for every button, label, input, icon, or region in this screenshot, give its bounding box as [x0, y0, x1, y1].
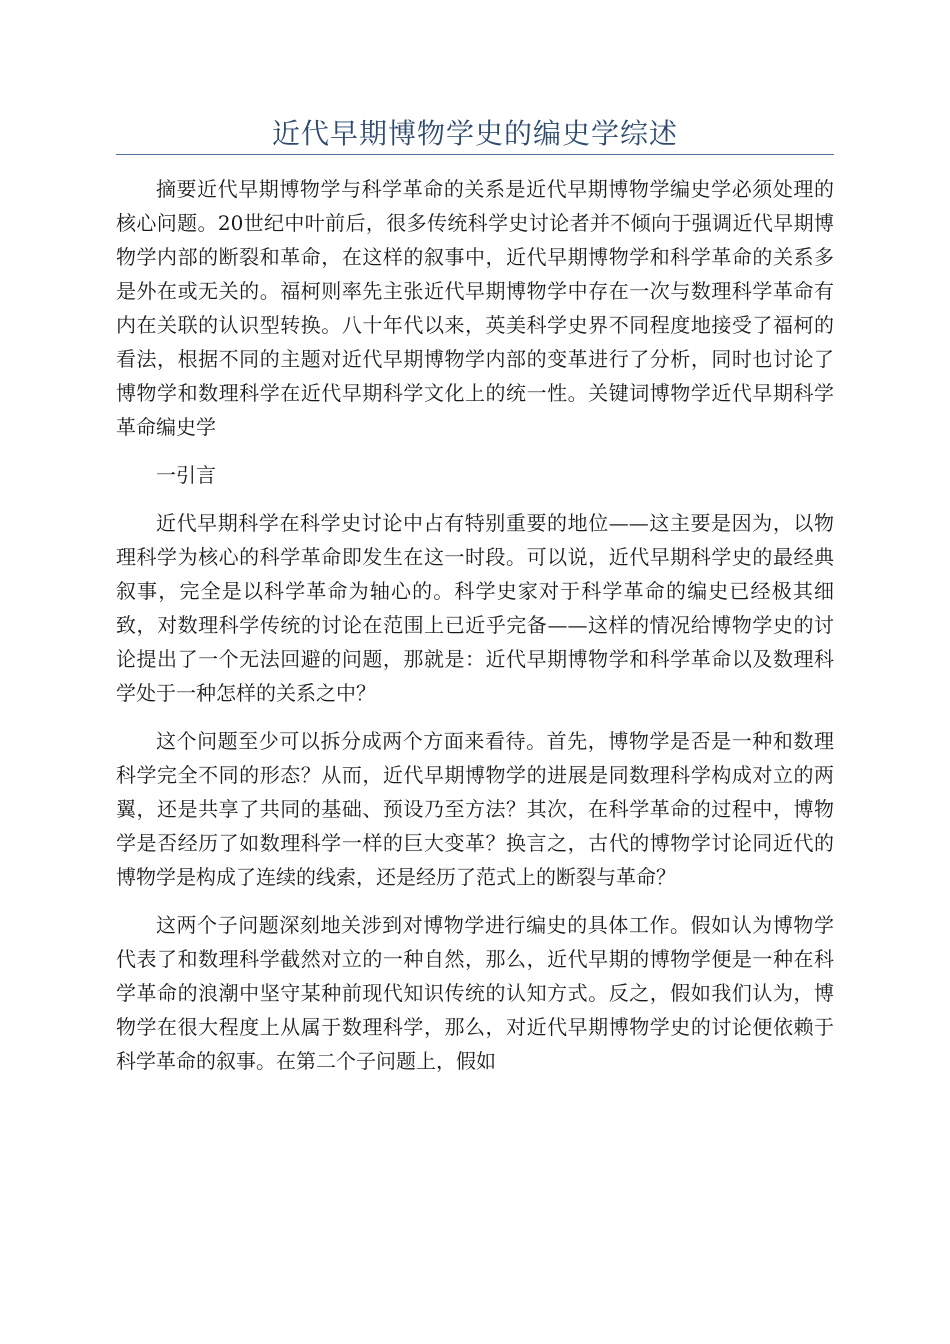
document-body [116, 172, 834, 1092]
section-heading-introduction: 一引言 [156, 463, 216, 487]
title-underline [116, 154, 834, 155]
body-paragraph: 这个问题至少可以拆分成两个方面来看待。首先，博物学是否是一种和数理科学完全不同的形态？从而，近代早期博物学的进展是同数理科学构成对立的两翼，还是共享了共同的基础、预设乃至方法？其次，在科学革命的过程中，博物学是否经历了如数理科学一样的巨大变革？换言之，古代的博物学讨论同近代的博物学是构成了连续的线索，还是经历了范式上的断裂与革命？ [116, 729, 834, 889]
abstract-paragraph: 摘要近代早期博物学与科学革命的关系是近代早期博物学编史学必须处理的核心问题。20世纪中叶前后，很多传统科学史讨论者并不倾向于强调近代早期博物学内部的断裂和革命，在这样的叙事中，近代早期博物学和科学革命的关系多是外在或无关的。福柯则率先主张近代早期博物学中存在一次与数理科学革命有内在关联的认识型转换。八十年代以来，英美科学史界不同程度地接受了福柯的看法，根据不同的主题对近代早期博物学内部的变革进行了分析，同时也讨论了博物学和数理科学在近代早期科学文化上的统一性。关键词博物学近代早期科学革命编史学 [116, 177, 834, 439]
body-paragraph: 近代早期科学在科学史讨论中占有特别重要的地位——这主要是因为，以物理科学为核心的科学革命即发生在这一时段。可以说，近代早期科学史的最经典叙事，完全是以科学革命为轴心的。科学史家对于科学革命的编史已经极其细致，对数理科学传统的讨论在范围上已近乎完备——这样的情况给博物学史的讨论提出了一个无法回避的问题，那就是：近代早期博物学和科学革命以及数理科学处于一种怎样的关系之中？ [116, 511, 834, 705]
body-paragraph: 这两个子问题深刻地关涉到对博物学进行编史的具体工作。假如认为博物学代表了和数理科学截然对立的一种自然，那么，近代早期的博物学便是一种在科学革命的浪潮中坚守某种前现代知识传统的认知方式。反之，假如我们认为，博物学在很大程度上从属于数理科学，那么，对近代早期博物学史的讨论便依赖于科学革命的叙事。在第二个子问题上，假如 [116, 913, 834, 1073]
document-title: 近代早期博物学史的编史学综述 [271, 117, 678, 150]
